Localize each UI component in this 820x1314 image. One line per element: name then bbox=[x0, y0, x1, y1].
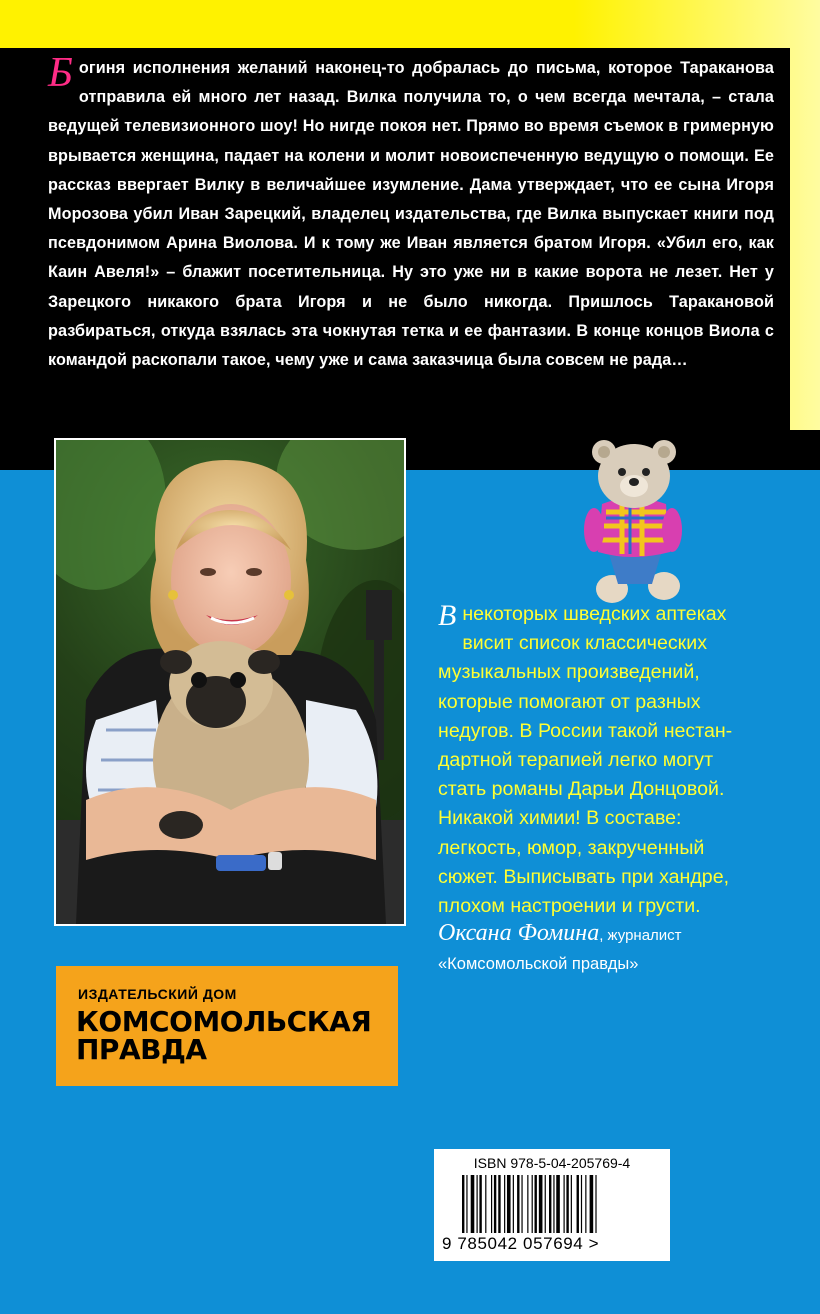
isbn-label: ISBN 978-5-04-205769-4 bbox=[473, 1155, 631, 1171]
quote-line: сюжет. Выписывать при хандре, bbox=[438, 865, 730, 888]
barcode-bar bbox=[498, 1175, 500, 1233]
quote-line: некоторых шведских аптеках bbox=[462, 603, 727, 625]
barcode-bar bbox=[566, 1175, 568, 1233]
author-with-pug-illustration bbox=[56, 440, 404, 924]
teddy-bear-illustration bbox=[572, 434, 692, 606]
barcode-bar bbox=[504, 1175, 505, 1233]
quote-line: музыкальных произведений, bbox=[438, 661, 700, 684]
barcode-bars bbox=[462, 1175, 642, 1235]
publisher-name-line1: КОМСОМОЛЬСКАЯ bbox=[76, 1005, 372, 1038]
quote-line: дартной терапией легко могут bbox=[438, 749, 714, 772]
publisher-name bbox=[76, 1005, 372, 1066]
barcode-bar bbox=[491, 1175, 492, 1233]
barcode-bar bbox=[535, 1175, 537, 1233]
quote-source: «Комсомольской правды» bbox=[438, 955, 639, 973]
barcode-bar bbox=[462, 1175, 464, 1233]
barcode-bar bbox=[581, 1175, 582, 1233]
barcode-bar bbox=[494, 1175, 496, 1233]
quote-line: висит список классических bbox=[462, 632, 708, 655]
barcode-bar bbox=[513, 1175, 514, 1233]
quote-line: плохом настроении и грусти. bbox=[438, 895, 701, 918]
barcode-bar bbox=[517, 1175, 519, 1233]
quote-attribution bbox=[438, 920, 682, 947]
review-quote bbox=[438, 600, 778, 921]
quote-author-name: Оксана Фомина bbox=[438, 920, 600, 946]
blurb-drop-cap: Б bbox=[48, 50, 73, 96]
barcode-bar bbox=[479, 1175, 481, 1233]
quote-author-role: , журналист bbox=[599, 927, 682, 944]
barcode-bar bbox=[577, 1175, 579, 1233]
barcode-bar bbox=[471, 1175, 475, 1233]
quote-drop-cap: В bbox=[438, 599, 457, 632]
barcode-bar bbox=[507, 1175, 511, 1233]
quote-line: которые помогают от разных bbox=[438, 690, 701, 713]
barcode-bar bbox=[532, 1175, 533, 1233]
barcode-bar bbox=[477, 1175, 478, 1233]
barcode-bar bbox=[521, 1175, 522, 1233]
quote-line: Никакой химии! В составе: bbox=[438, 807, 682, 830]
teddy-bear-icon bbox=[572, 434, 692, 606]
barcode-bar bbox=[539, 1175, 543, 1233]
publisher-top-line: ИЗДАТЕЛЬСКИЙ ДОМ bbox=[78, 986, 237, 1002]
isbn-barcode bbox=[434, 1149, 670, 1261]
book-blurb bbox=[48, 50, 774, 375]
barcode-bar bbox=[564, 1175, 565, 1233]
publisher-logo bbox=[56, 966, 398, 1086]
author-photo-frame bbox=[54, 438, 406, 926]
barcode-bar bbox=[549, 1175, 551, 1233]
author-photo bbox=[56, 440, 404, 924]
barcode-bar bbox=[527, 1175, 528, 1233]
barcode-bar bbox=[585, 1175, 586, 1233]
barcode-bar bbox=[545, 1175, 546, 1233]
barcode-bar bbox=[466, 1175, 467, 1233]
barcode-bar bbox=[571, 1175, 572, 1233]
barcode-bar bbox=[556, 1175, 560, 1233]
quote-line: недугов. В России такой нестан- bbox=[438, 719, 733, 742]
blurb-text: огиня исполнения желаний наконец-то добралась до письма, которое Тараканова отправила ей много лет назад. Вилка получила то, о чем всегда мечтала, – стала ведущей телевизионного шоу! Но нигде покоя нет. Прямо во время съемок в гримерную врывается женщина, падает на колени и молит новоиспеченную ведущую о помощи. Ее рассказ ввергает Вилку в величайшее изумление. Дама утверждает, что ее сына Игоря Морозова убил Иван Зарецкий, владелец издательства, где Вилка выпускает книги под псевдонимом Арина Виолова. И к тому же Иван является братом Игоря. «Убил его, как Каин Авеля!» – блажит посетительница. Ну это уже ни в какие ворота не лезет. Нет у Зарецкого никакого брата Игоря и не было никогда. Пришлось Таракановой разбираться, откуда взялась эта чокнутая тетка и ее фантазии. В конце концов Виола с командой раскопали такое, чему уже и сама заказчица была совсем не рада… bbox=[48, 59, 774, 370]
quote-line: стать романы Дарьи Донцовой. bbox=[438, 778, 725, 801]
publisher-name-line2: ПРАВДА bbox=[76, 1033, 207, 1066]
quote-line: легкость, юмор, закрученный bbox=[438, 836, 705, 859]
barcode-bar bbox=[485, 1175, 486, 1233]
barcode-bar bbox=[553, 1175, 554, 1233]
barcode-bar bbox=[595, 1175, 596, 1233]
barcode-digits: 9 785042 057694 > bbox=[442, 1234, 600, 1253]
barcode-bar bbox=[590, 1175, 594, 1233]
